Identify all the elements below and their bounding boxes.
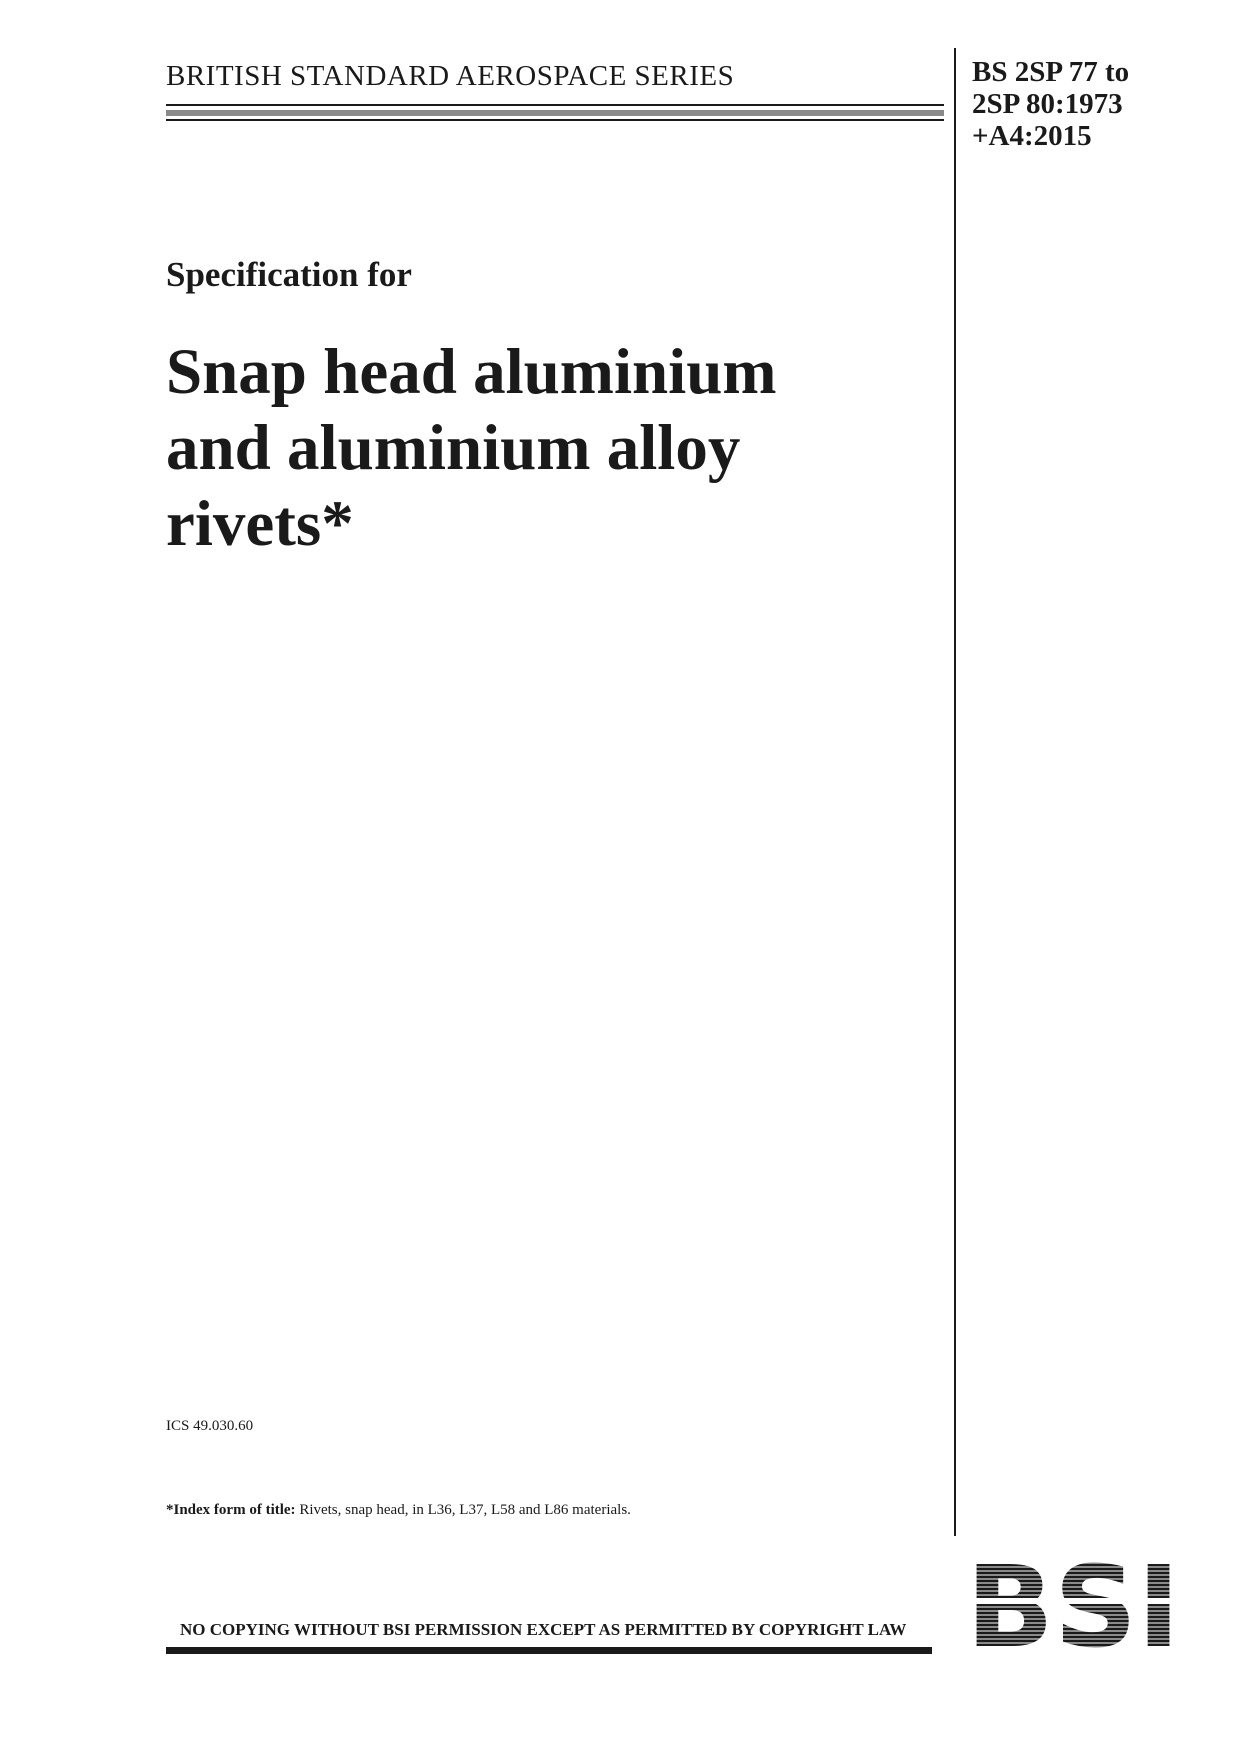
document-title-line-3: rivets*	[166, 488, 354, 560]
index-form-note	[166, 1502, 631, 1519]
header-rule-bottom	[166, 119, 944, 121]
document-title-line-1: Snap head aluminium	[166, 336, 777, 408]
document-title-line-2: and aluminium alloy	[166, 412, 741, 484]
bsi-logo	[962, 1560, 1184, 1656]
index-form-label: *Index form of title:	[166, 1502, 296, 1518]
copyright-notice: NO COPYING WITHOUT BSI PERMISSION EXCEPT AS PERMITTED BY COPYRIGHT LAW	[180, 1620, 907, 1639]
ics-code: ICS 49.030.60	[166, 1418, 254, 1434]
vertical-divider	[954, 48, 956, 1536]
series-title: BRITISH STANDARD AEROSPACE SERIES	[166, 60, 735, 92]
specification-prefix: Specification for	[166, 255, 412, 294]
standard-number-line-3: +A4:2015	[972, 120, 1092, 152]
standard-number-line-1: BS 2SP 77 to	[972, 56, 1130, 88]
standard-number-line-2: 2SP 80:1973	[972, 88, 1123, 120]
index-form-text: Rivets, snap head, in L36, L37, L58 and L86 materials.	[295, 1502, 631, 1518]
footer-rule	[166, 1647, 932, 1654]
header-rule-top	[166, 104, 944, 106]
document-title	[166, 334, 777, 562]
header-rule-gray	[166, 110, 944, 116]
standard-number	[972, 56, 1129, 152]
